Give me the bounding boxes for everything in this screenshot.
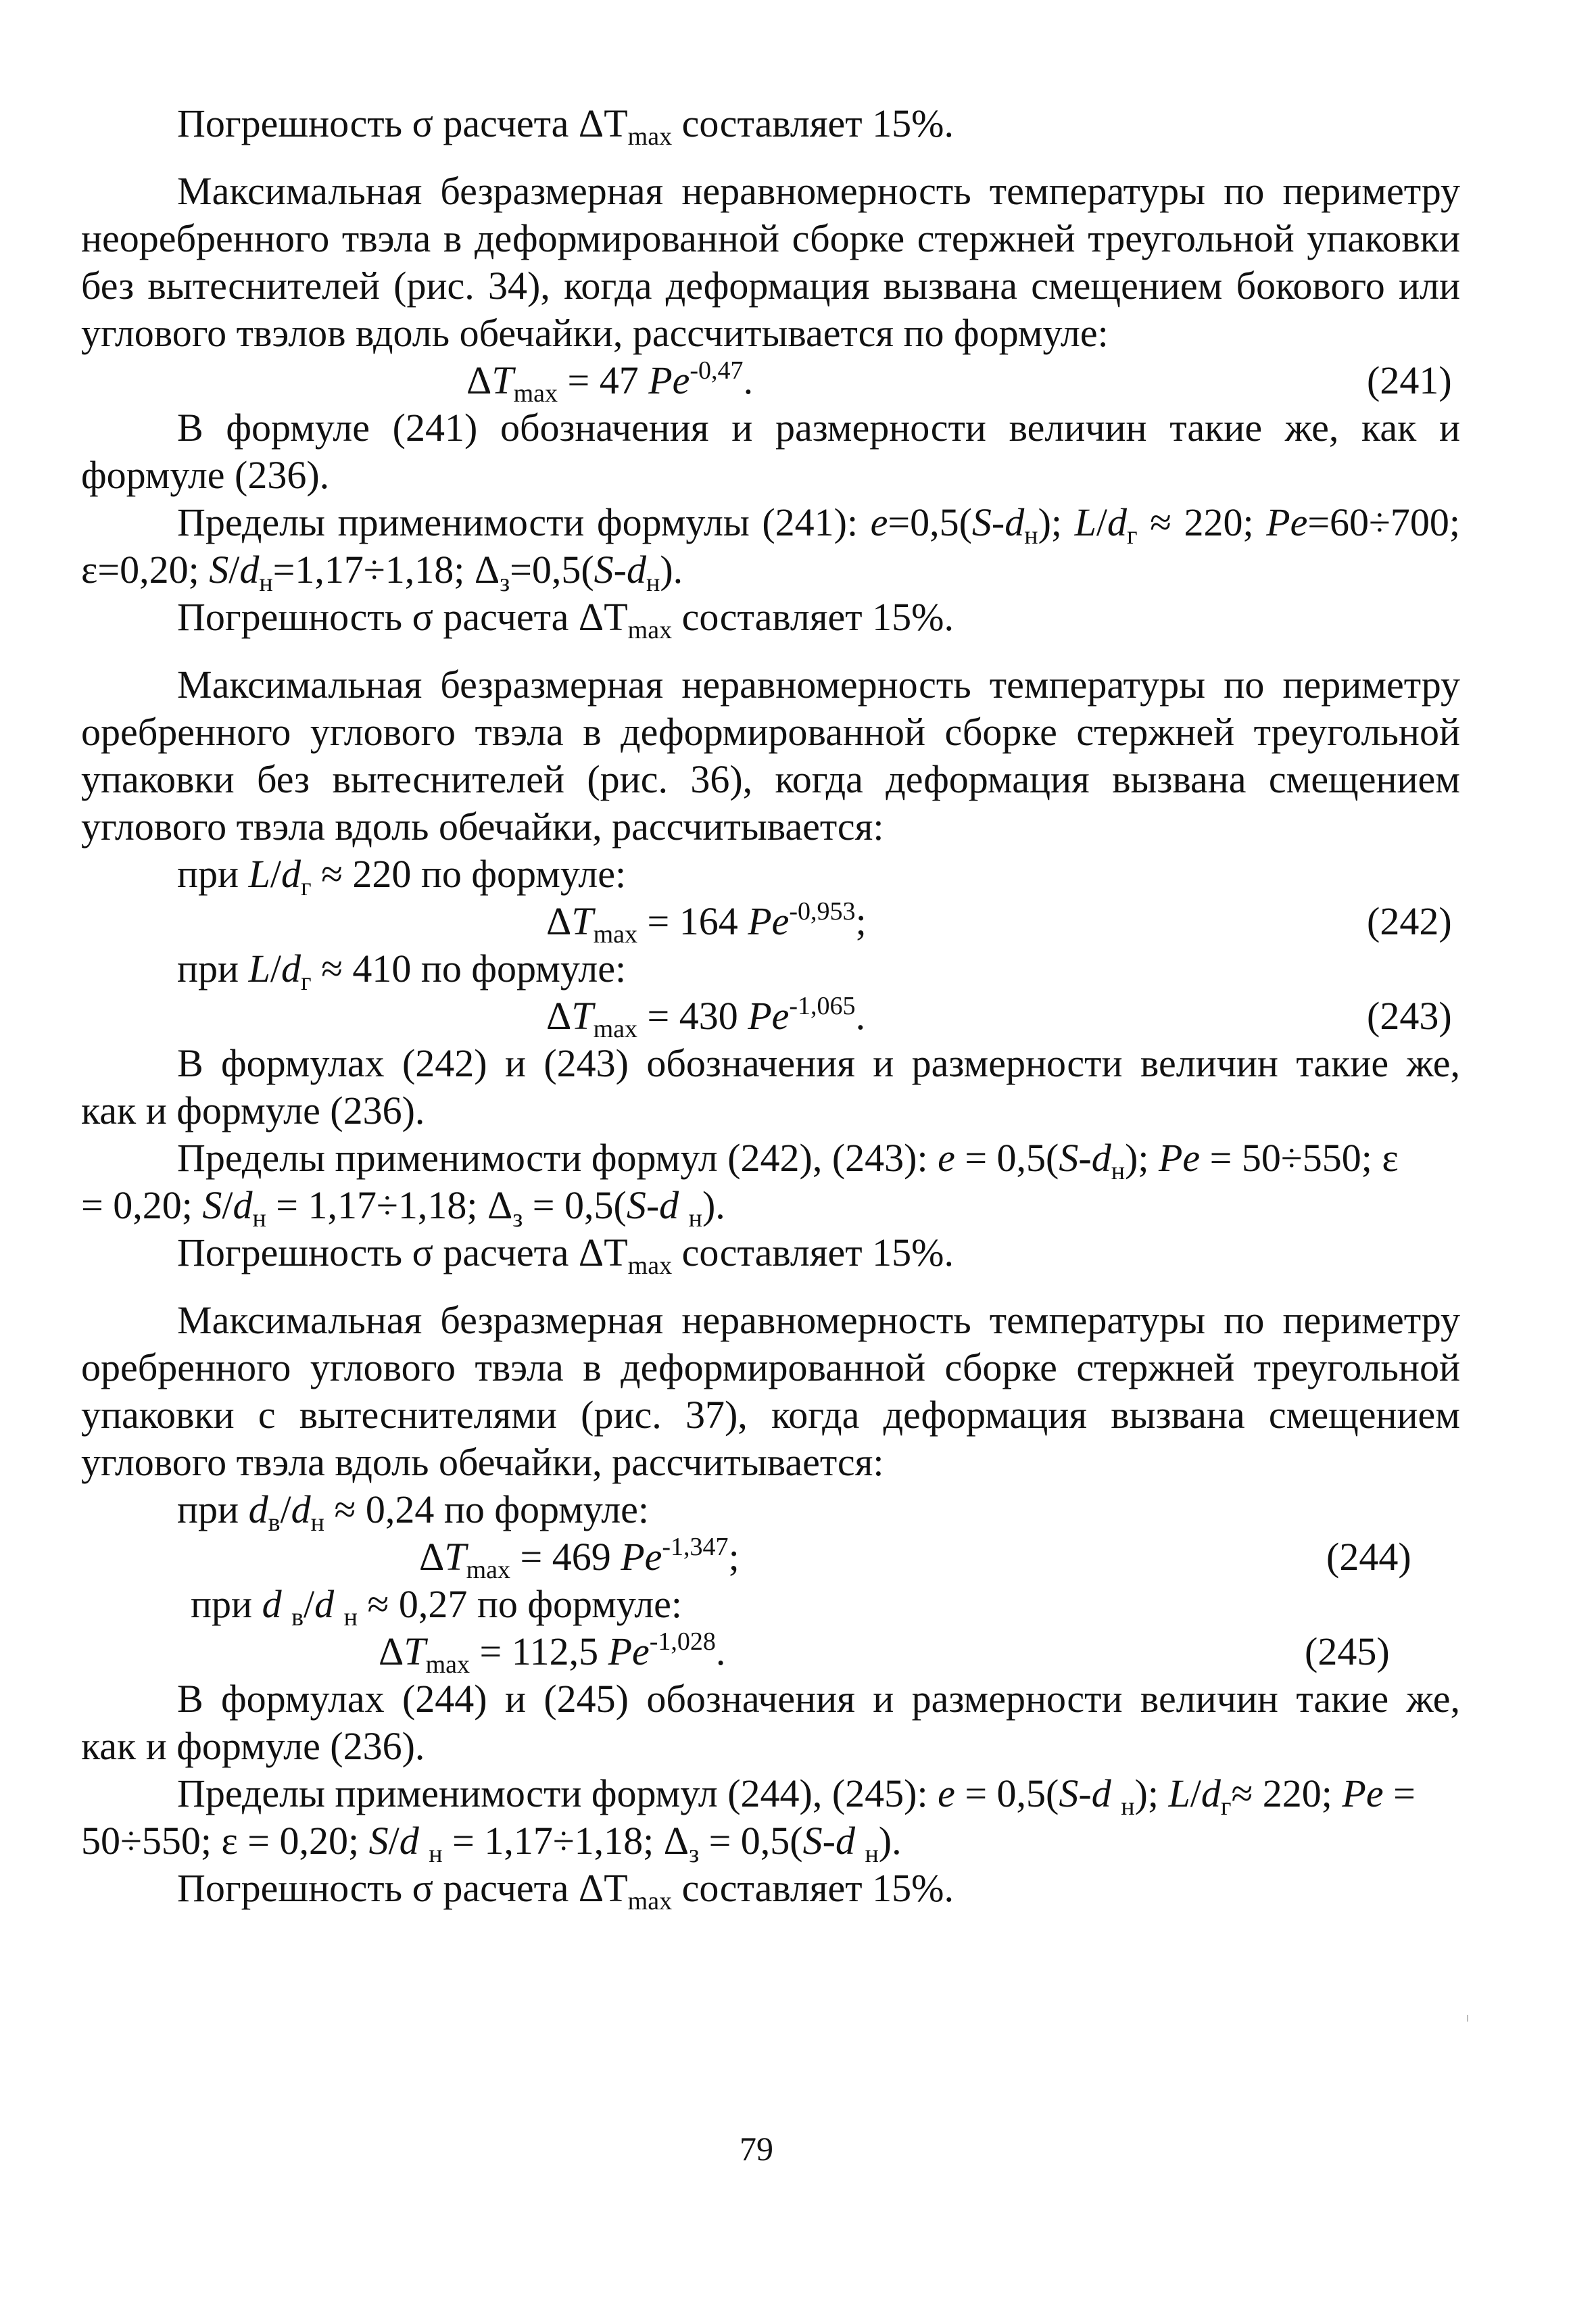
page-number: 79 (740, 2130, 773, 2168)
error-statement-3: Погрешность σ расчета $\Delta T_{max}$ составляет 15%. (177, 1231, 954, 1280)
paragraph-2-line-3: упаковки без вытеснителей (рис. 36), когда деформация вызвана смещением (81, 757, 1460, 801)
note-242-line-1: В формулах (242) и (243) обозначения и размерности величин такие же, (177, 1041, 1460, 1085)
paragraph-2-line-4: углового твэла вдоль обечайки, рассчитывается: (81, 805, 884, 849)
paragraph-3-line-3: упаковки с вытеснителями (рис. 37), когда деформация вызвана смещением (81, 1393, 1460, 1437)
case-243-condition: при $L/d_г \approx 410$ по формуле: (177, 947, 627, 996)
limits-241-line-2: ε=0,20; $S/d_н=1,17\div 1,18$; $\Delta_з=0,5(S-d_н)$. (81, 548, 683, 597)
error-statement-1: Погрешность σ расчета $\Delta T_{max}$ составляет 15%. (177, 101, 954, 151)
paragraph-3-line-4: углового твэла вдоль обечайки, рассчитывается: (81, 1440, 884, 1484)
note-241-line-2: формуле (236). (81, 453, 330, 497)
formula-241: $\Delta T_{max} = 47$ $Pe^{-0,47}$. (466, 356, 754, 408)
formula-244: $\Delta T_{max} = 469$ $Pe^{-1,347}$; (419, 1533, 740, 1584)
limits-242-line-2: = 0,20; $S/d_н = 1,17\div 1,18$; $\Delta_з = 0,5(S-d$ $_н$). (81, 1183, 725, 1233)
equation-number-242: (242) (1367, 899, 1452, 943)
limits-244-line-2: 50÷550; ε = 0,20; S/d $_н$ = 1,17÷1,18; $\Delta_з = 0,5(S-d$ $_н$). (81, 1819, 902, 1868)
case-242-condition: при $L/d_г \approx 220$ по формуле: (177, 852, 627, 901)
equation-number-244: (244) (1326, 1535, 1411, 1579)
paragraph-1-line-2: неоребренного твэла в деформированной сборке стержней треугольной упаковки (81, 216, 1460, 260)
paragraph-3-line-2: оребренного углового твэла в деформированной сборке стержней треугольной (81, 1345, 1460, 1389)
paragraph-3-line-1: Максимальная безразмерная неравномерность температуры по периметру (177, 1298, 1460, 1342)
note-244-line-1: В формулах (244) и (245) обозначения и размерности величин такие же, (177, 1677, 1460, 1721)
formula-242: $\Delta T_{max} = 164$ $Pe^{-0,953}$; (546, 897, 867, 949)
scan-mark (1467, 2015, 1468, 2022)
equation-number-243: (243) (1367, 994, 1452, 1038)
formula-245: $\Delta T_{max} = 112,5$ $Pe^{-1,028}$. (379, 1627, 726, 1679)
limits-241-line-1: Пределы применимости формулы (241): $e=0,5(S-d_н)$; $L/d_г \approx 220$; Pe=60÷700; (177, 500, 1460, 550)
limits-242-line-1: Пределы применимости формул (242), (243): $e = 0,5(S-d_н)$; Pe = 50÷550; ε (177, 1136, 1399, 1185)
paragraph-1-line-1: Максимальная безразмерная неравномерность температуры по периметру (177, 169, 1460, 213)
error-statement-4: Погрешность σ расчета $\Delta T_{max}$ составляет 15%. (177, 1866, 954, 1915)
paragraph-1-line-3: без вытеснителей (рис. 34), когда деформация вызвана смещением бокового или (81, 264, 1460, 308)
error-statement-2: Погрешность σ расчета $\Delta T_{max}$ составляет 15%. (177, 595, 954, 644)
note-244-line-2: как и формуле (236). (81, 1724, 425, 1768)
paragraph-2-line-2: оребренного углового твэла в деформированной сборке стержней треугольной (81, 710, 1460, 754)
paragraph-1-line-4: углового твэлов вдоль обечайки, рассчитывается по формуле: (81, 311, 1109, 355)
note-242-line-2: как и формуле (236). (81, 1089, 425, 1132)
equation-number-245: (245) (1305, 1629, 1390, 1673)
case-244-condition: при $d_в/d_н \approx 0,24$ по формуле: (177, 1487, 650, 1537)
note-241-line-1: В формуле (241) обозначения и размерности величин такие же, как и (177, 406, 1460, 450)
formula-243: $\Delta T_{max} = 430$ $Pe^{-1,065}$. (546, 992, 866, 1043)
limits-244-line-1: Пределы применимости формул (244), (245): e = 0,5(S-d $_н$); $L/d_г\approx 220$; Pe = (177, 1771, 1416, 1821)
paragraph-2-line-1: Максимальная безразмерная неравномерность температуры по периметру (177, 663, 1460, 707)
case-245-condition: при d $_в$/d $_н$ ≈ 0,27 по формуле: (191, 1582, 683, 1631)
equation-number-241: (241) (1367, 358, 1452, 402)
